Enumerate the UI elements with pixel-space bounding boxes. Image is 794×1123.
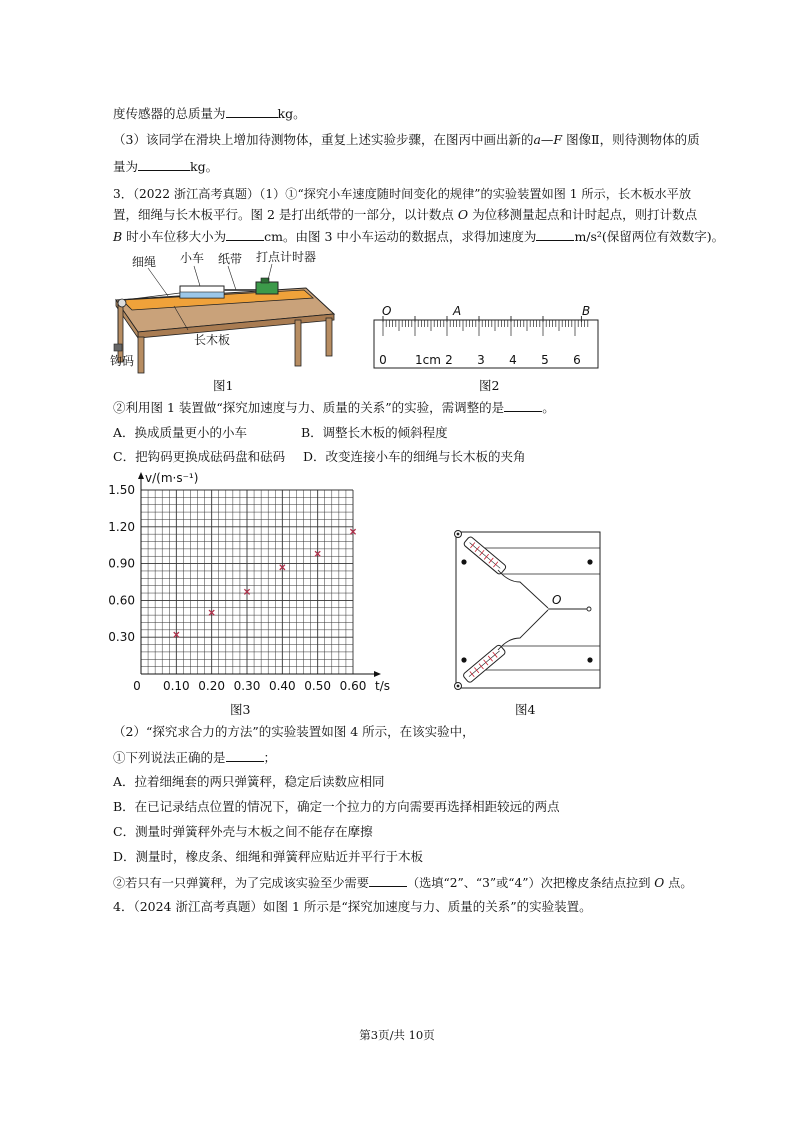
label-timer: 打点计时器 [256, 250, 317, 264]
pin [587, 657, 592, 662]
text: 量为 [113, 159, 139, 174]
x-tick-label: 0 [133, 679, 141, 693]
text: O [654, 876, 665, 890]
y-tick-label: 0.30 [108, 630, 135, 645]
part2-option-a: A．拉着细绳套的两只弹簧秤，稳定后读数应相同 [113, 774, 385, 789]
x-tick-label: 0.50 [304, 679, 332, 693]
band-anchor [587, 607, 591, 611]
pulley [118, 299, 126, 307]
chart-grid [141, 490, 353, 674]
text: 置，细绳与长木板平行。图 2 是打出纸带的一部分，以计数点 [113, 207, 458, 222]
option-b: B．调整长木板的倾斜程度 [301, 425, 448, 440]
answer-blank[interactable] [369, 873, 407, 887]
label-rope: 细绳 [132, 255, 157, 269]
text: a [533, 132, 541, 147]
y-axis-label: v/(m·s⁻¹) [145, 471, 199, 485]
answer-blank[interactable] [226, 748, 264, 762]
cart-base [180, 292, 224, 298]
q3-part2-intro: （2）“探究求合力的方法”的实验装置如图 4 所示，在该实验中， [113, 724, 475, 739]
x-tick-label: 0.20 [198, 679, 226, 693]
leader-line [228, 266, 236, 290]
ticker-timer-top [261, 278, 269, 283]
chart-points [174, 529, 356, 637]
text: kg。 [190, 159, 219, 174]
figure-3-caption: 图3 [230, 702, 251, 717]
text: （选填“2”、“3”或“4”）次把橡皮条结点拉到 [406, 876, 655, 890]
y-tick-label: 0.90 [108, 556, 135, 571]
figure-4-force-apparatus [448, 524, 606, 696]
q3-part2-q1 [113, 748, 276, 767]
part2-option-c: C．测量时弹簧秤外壳与木板之间不能存在摩擦 [113, 824, 373, 839]
part2-option-b: B．在已记录结点位置的情况下，确定一个拉力的方向需要再选择相距较远的两点 [113, 799, 560, 814]
point-label-a: A [453, 304, 462, 318]
scale-label: 5 [541, 353, 549, 367]
scale-label: 4 [509, 353, 517, 367]
part2-option-d: D．测量时，橡皮条、细绳和弹簧秤应贴近并平行于木板 [113, 849, 424, 864]
y-tick-label: 1.20 [108, 519, 135, 534]
text: ； [263, 750, 277, 765]
y-tick-label: 0.60 [108, 593, 135, 608]
scale-label: 1cm [415, 353, 441, 367]
x-tick-label: 0.40 [268, 679, 296, 693]
q3-part2-q2 [113, 873, 693, 892]
scale-label: 0 [379, 353, 387, 367]
point-label-b: B [582, 304, 591, 318]
answer-blank[interactable] [226, 227, 264, 241]
x-tick-label: 0.10 [162, 679, 190, 693]
label-board: 长木板 [194, 333, 231, 347]
figure-1-apparatus [108, 248, 340, 378]
x-tick-label: 0.60 [339, 679, 367, 693]
label-cart: 小车 [180, 251, 205, 265]
chart-tick-labels [108, 483, 366, 693]
table-leg [138, 337, 144, 373]
x-axis-label: t/s [375, 679, 390, 693]
q2-line3 [113, 157, 218, 176]
q3-line2 [113, 206, 697, 224]
text: ①下列说法正确的是 [113, 750, 226, 765]
text: — [540, 132, 554, 147]
scale-ring-center [457, 685, 460, 688]
answer-blank[interactable] [138, 157, 190, 171]
q4-line1: 4．（2024 浙江高考真题）如图 1 所示是“探究加速度与力、质量的关系”的实验装置。 [113, 899, 592, 914]
text: cm。由图 3 中小车运动的数据点，求得加速度为 [264, 229, 537, 244]
page-number: 第3页/共 10页 [359, 1028, 435, 1042]
answer-blank[interactable] [226, 104, 278, 118]
leader-line [268, 264, 272, 280]
figure-4-caption: 图4 [515, 702, 536, 717]
scale-label: 3 [477, 353, 485, 367]
text: m/s²(保留两位有效数字)。 [574, 229, 725, 244]
text: ②若只有一只弹簧秤，为了完成该实验至少需要 [113, 876, 369, 890]
text: 。 [542, 400, 555, 415]
pin [461, 657, 466, 662]
table-leg [326, 318, 332, 356]
text: O [457, 207, 469, 222]
leader-line [148, 268, 168, 296]
figure-1-caption: 图1 [213, 378, 234, 393]
chart-axes [138, 472, 381, 677]
figure-2-caption: 图2 [479, 378, 500, 393]
label-weight: 钩码 [110, 354, 135, 368]
q3-part1-q2 [113, 398, 555, 417]
text: F [553, 132, 563, 147]
q2-line2 [113, 131, 700, 149]
scale-ring-center [457, 533, 460, 536]
x-axis-arrow [374, 671, 381, 677]
text: ②利用图 1 装置做“探究加速度与力、质量的关系”的实验，需调整的是 [113, 400, 505, 415]
x-tick-label: 0.30 [233, 679, 261, 693]
figure-2-ruler [372, 300, 602, 372]
pin [461, 559, 466, 564]
text: 为位移测量起点和计时起点，则打计数点 [468, 207, 698, 222]
q3-line1: 3．（2022 浙江高考真题）（1）①“探究小车速度随时间变化的规律”的实验装置如图 1 所示，长木板水平放 [113, 187, 692, 201]
figure-3-vt-chart [105, 468, 405, 700]
text: （3）该同学在滑块上增加待测物体，重复上述实验步骤，在图丙中画出新的 [113, 132, 534, 147]
ruler-body [374, 320, 598, 368]
scale-label: 2 [445, 353, 453, 367]
label-tape: 纸带 [218, 252, 243, 266]
text: 点。 [664, 876, 693, 890]
answer-blank[interactable] [536, 227, 574, 241]
point-label-o: O [552, 593, 562, 607]
table-leg [295, 320, 301, 366]
point-label-o: O [382, 304, 392, 318]
q3-line3 [113, 227, 724, 246]
option-a: A．换成质量更小的小车 [113, 425, 248, 440]
y-axis-arrow [138, 472, 144, 479]
option-d: D．改变连接小车的细绳与长木板的夹角 [303, 449, 526, 464]
text: kg。 [277, 106, 306, 121]
q2-line1 [113, 104, 306, 123]
answer-blank[interactable] [504, 398, 542, 412]
text: 图像Ⅱ，则待测物体的质 [562, 132, 700, 147]
scale-label: 6 [573, 353, 581, 367]
leader-line [194, 266, 200, 286]
text: B [113, 229, 123, 244]
option-c: C．把钩码更换成砝码盘和砝码 [113, 449, 286, 464]
y-tick-label: 1.50 [108, 483, 135, 497]
ticker-timer [256, 282, 278, 294]
pin [587, 559, 592, 564]
text: 时小车位移大小为 [122, 229, 227, 244]
hanging-weight [114, 344, 122, 351]
text: 度传感器的总质量为 [113, 106, 226, 121]
